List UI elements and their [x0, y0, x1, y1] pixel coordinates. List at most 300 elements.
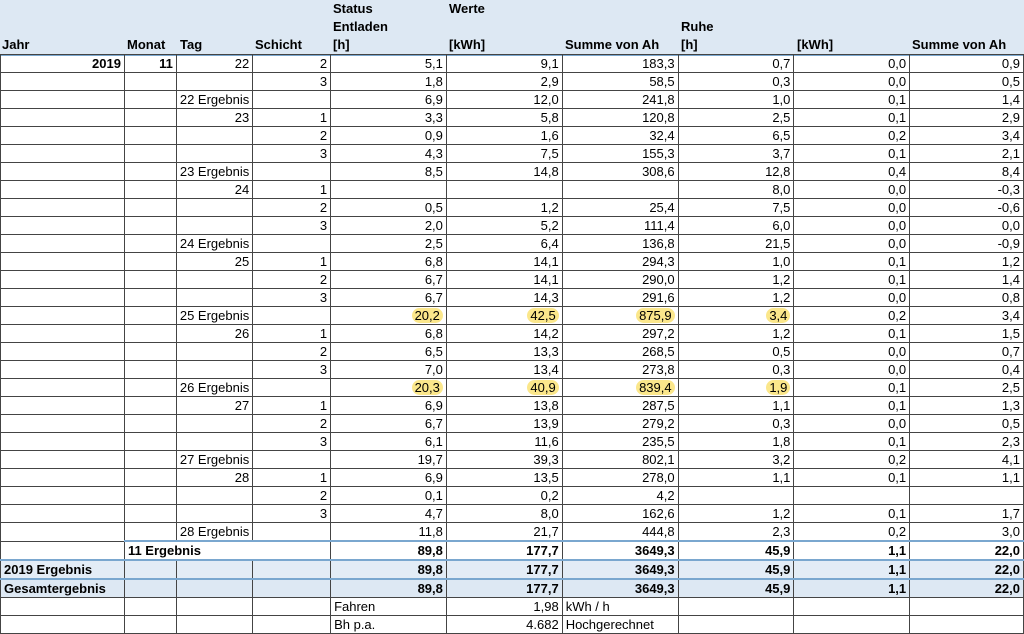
cell-schicht[interactable] — [253, 451, 331, 469]
cell-jahr[interactable] — [1, 433, 125, 451]
cell-entladen-kwh[interactable]: 14,2 — [446, 325, 562, 343]
cell-ruhe-h[interactable]: 21,5 — [678, 235, 794, 253]
cell-monat[interactable] — [124, 127, 176, 145]
cell-ruhe-ah[interactable]: 22,0 — [910, 560, 1024, 579]
cell-monat[interactable] — [124, 397, 176, 415]
cell-monat[interactable] — [124, 487, 176, 505]
cell-entladen-h[interactable]: 3,3 — [331, 109, 447, 127]
cell-ruhe-kwh[interactable]: 0,1 — [794, 379, 910, 397]
cell-ruhe-h[interactable]: 1,0 — [678, 91, 794, 109]
cell-entladen-kwh[interactable]: 177,7 — [446, 579, 562, 598]
cell-ruhe-h[interactable]: 7,5 — [678, 199, 794, 217]
cell-schicht[interactable]: 3 — [253, 433, 331, 451]
cell-entladen-kwh[interactable]: 5,8 — [446, 109, 562, 127]
cell-jahr[interactable] — [1, 271, 125, 289]
cell-empty[interactable] — [176, 616, 252, 634]
cell-entladen-ah[interactable]: 111,4 — [562, 217, 678, 235]
cell-tag[interactable] — [176, 361, 252, 379]
cell-empty[interactable] — [124, 616, 176, 634]
cell-monat[interactable] — [124, 91, 176, 109]
cell-ruhe-h[interactable]: 1,1 — [678, 469, 794, 487]
cell-jahr[interactable] — [1, 487, 125, 505]
cell-tag[interactable] — [176, 217, 252, 235]
cell-entladen-kwh[interactable]: 1,2 — [446, 199, 562, 217]
cell-monat[interactable] — [124, 217, 176, 235]
cell-ruhe-ah[interactable]: 0,5 — [910, 415, 1024, 433]
cell-entladen-h[interactable]: 6,8 — [331, 253, 447, 271]
cell-ruhe-kwh[interactable]: 0,1 — [794, 271, 910, 289]
cell-entladen-kwh[interactable]: 13,4 — [446, 361, 562, 379]
cell-entladen-ah[interactable]: 120,8 — [562, 109, 678, 127]
cell-entladen-kwh[interactable]: 14,1 — [446, 271, 562, 289]
cell-entladen-kwh[interactable] — [446, 181, 562, 199]
cell-schicht[interactable] — [253, 523, 331, 542]
cell-ruhe-ah[interactable]: 3,4 — [910, 307, 1024, 325]
cell-ruhe-ah[interactable]: -0,9 — [910, 235, 1024, 253]
cell-empty[interactable] — [176, 598, 252, 616]
cell-monat[interactable] — [124, 505, 176, 523]
footer-unit[interactable]: kWh / h — [562, 598, 678, 616]
cell-entladen-h[interactable] — [331, 181, 447, 199]
cell-entladen-kwh[interactable]: 13,5 — [446, 469, 562, 487]
footer-value[interactable]: 4.682 — [446, 616, 562, 634]
cell-ruhe-h[interactable]: 0,3 — [678, 415, 794, 433]
cell-tag[interactable] — [176, 199, 252, 217]
cell-tag[interactable]: 26 — [176, 325, 252, 343]
cell-ruhe-kwh[interactable]: 0,1 — [794, 91, 910, 109]
cell-monat[interactable] — [124, 289, 176, 307]
cell-entladen-kwh[interactable]: 5,2 — [446, 217, 562, 235]
cell-schicht[interactable]: 2 — [253, 415, 331, 433]
cell-ruhe-ah[interactable]: 2,3 — [910, 433, 1024, 451]
cell-empty[interactable] — [124, 598, 176, 616]
cell-entladen-ah[interactable]: 136,8 — [562, 235, 678, 253]
cell-entladen-h[interactable]: 8,5 — [331, 163, 447, 181]
cell-ruhe-kwh[interactable]: 0,0 — [794, 289, 910, 307]
cell-ruhe-h[interactable]: 3,2 — [678, 451, 794, 469]
cell-ruhe-h[interactable]: 0,3 — [678, 73, 794, 91]
cell-entladen-h[interactable]: 1,8 — [331, 73, 447, 91]
cell-ruhe-kwh[interactable]: 0,1 — [794, 433, 910, 451]
cell-monat[interactable] — [124, 181, 176, 199]
cell-monat[interactable] — [124, 523, 176, 542]
cell-entladen-kwh[interactable]: 6,4 — [446, 235, 562, 253]
cell-ruhe-ah[interactable]: 3,0 — [910, 523, 1024, 542]
cell-schicht[interactable]: 1 — [253, 109, 331, 127]
cell-schicht[interactable]: 1 — [253, 325, 331, 343]
cell-entladen-kwh[interactable]: 7,5 — [446, 145, 562, 163]
cell-jahr[interactable] — [1, 145, 125, 163]
cell-empty[interactable] — [124, 579, 176, 598]
cell-monat[interactable] — [124, 199, 176, 217]
cell-entladen-kwh[interactable]: 177,7 — [446, 560, 562, 579]
cell-entladen-kwh[interactable]: 39,3 — [446, 451, 562, 469]
cell-jahr[interactable] — [1, 397, 125, 415]
cell-ruhe-h[interactable]: 3,7 — [678, 145, 794, 163]
cell-monat[interactable] — [124, 253, 176, 271]
cell-empty[interactable] — [253, 598, 331, 616]
cell-empty[interactable] — [1, 616, 125, 634]
cell-ruhe-kwh[interactable]: 0,0 — [794, 55, 910, 73]
cell-ruhe-ah[interactable]: 3,4 — [910, 127, 1024, 145]
cell-entladen-ah[interactable]: 279,2 — [562, 415, 678, 433]
cell-ruhe-kwh[interactable]: 1,1 — [794, 560, 910, 579]
cell-jahr[interactable] — [1, 73, 125, 91]
cell-entladen-ah[interactable]: 155,3 — [562, 145, 678, 163]
cell-entladen-kwh[interactable]: 12,0 — [446, 91, 562, 109]
cell-entladen-ah[interactable]: 3649,3 — [562, 579, 678, 598]
cell-entladen-kwh[interactable]: 0,2 — [446, 487, 562, 505]
cell-empty[interactable] — [253, 579, 331, 598]
cell-ruhe-kwh[interactable]: 0,1 — [794, 397, 910, 415]
cell-schicht[interactable]: 2 — [253, 127, 331, 145]
cell-empty[interactable] — [253, 616, 331, 634]
cell-tag[interactable] — [176, 505, 252, 523]
cell-schicht[interactable]: 1 — [253, 469, 331, 487]
cell-entladen-kwh[interactable]: 13,8 — [446, 397, 562, 415]
cell-entladen-h[interactable]: 2,5 — [331, 235, 447, 253]
cell-tag[interactable]: 25 — [176, 253, 252, 271]
cell-monat[interactable] — [124, 433, 176, 451]
cell-ruhe-kwh[interactable]: 0,1 — [794, 325, 910, 343]
cell-entladen-h[interactable]: 6,7 — [331, 415, 447, 433]
cell-monat[interactable] — [124, 379, 176, 397]
cell-ruhe-ah[interactable]: 8,4 — [910, 163, 1024, 181]
cell-ruhe-h[interactable]: 0,5 — [678, 343, 794, 361]
cell-entladen-ah[interactable]: 444,8 — [562, 523, 678, 542]
cell-ruhe-ah[interactable]: 2,9 — [910, 109, 1024, 127]
cell-ruhe-ah[interactable]: 0,9 — [910, 55, 1024, 73]
cell-ruhe-h[interactable]: 0,7 — [678, 55, 794, 73]
cell-schicht[interactable]: 2 — [253, 343, 331, 361]
cell-schicht[interactable] — [253, 379, 331, 397]
cell-entladen-ah[interactable]: 308,6 — [562, 163, 678, 181]
cell-monat[interactable] — [124, 451, 176, 469]
cell-jahr[interactable] — [1, 181, 125, 199]
cell-ruhe-kwh[interactable]: 0,1 — [794, 469, 910, 487]
cell-monat[interactable] — [124, 73, 176, 91]
cell-schicht[interactable]: 3 — [253, 289, 331, 307]
cell-ruhe-h[interactable]: 2,3 — [678, 523, 794, 542]
cell-ruhe-ah[interactable]: 0,0 — [910, 217, 1024, 235]
cell-entladen-ah[interactable]: 32,4 — [562, 127, 678, 145]
cell-entladen-h[interactable]: 6,9 — [331, 397, 447, 415]
cell-ruhe-h[interactable]: 12,8 — [678, 163, 794, 181]
cell-monat[interactable] — [124, 469, 176, 487]
cell-entladen-ah[interactable]: 4,2 — [562, 487, 678, 505]
cell-entladen-h[interactable]: 89,8 — [331, 541, 447, 560]
cell-ruhe-kwh[interactable]: 0,2 — [794, 307, 910, 325]
cell-empty[interactable] — [910, 616, 1024, 634]
cell-schicht[interactable] — [253, 91, 331, 109]
cell-schicht[interactable]: 2 — [253, 487, 331, 505]
cell-ruhe-h[interactable]: 45,9 — [678, 541, 794, 560]
cell-entladen-h[interactable]: 6,9 — [331, 91, 447, 109]
cell-schicht[interactable] — [253, 163, 331, 181]
header-tag[interactable]: Tag — [180, 37, 203, 52]
cell-entladen-kwh[interactable]: 177,7 — [446, 541, 562, 560]
cell-tag[interactable]: 25 Ergebnis — [176, 307, 252, 325]
cell-empty[interactable] — [678, 616, 794, 634]
cell-ruhe-ah[interactable]: 1,2 — [910, 253, 1024, 271]
cell-jahr[interactable] — [1, 163, 125, 181]
cell-entladen-ah[interactable] — [562, 307, 678, 325]
cell-ruhe-h[interactable] — [678, 307, 794, 325]
cell-ruhe-ah[interactable]: 1,4 — [910, 271, 1024, 289]
cell-tag[interactable] — [176, 127, 252, 145]
cell-schicht[interactable]: 1 — [253, 253, 331, 271]
cell-entladen-ah[interactable]: 3649,3 — [562, 560, 678, 579]
footer-value[interactable]: 1,98 — [446, 598, 562, 616]
cell-entladen-h[interactable]: 0,9 — [331, 127, 447, 145]
cell-ruhe-ah[interactable]: 1,3 — [910, 397, 1024, 415]
cell-ruhe-ah[interactable]: 0,4 — [910, 361, 1024, 379]
cell-tag[interactable]: 24 — [176, 181, 252, 199]
cell-empty[interactable] — [124, 560, 176, 579]
cell-tag[interactable] — [176, 145, 252, 163]
cell-monat[interactable]: 11 — [124, 55, 176, 73]
cell-ruhe-ah[interactable]: 2,5 — [910, 379, 1024, 397]
cell-schicht[interactable]: 1 — [253, 397, 331, 415]
cell-ruhe-h[interactable]: 1,2 — [678, 325, 794, 343]
cell-jahr[interactable] — [1, 289, 125, 307]
cell-entladen-h[interactable]: 6,7 — [331, 271, 447, 289]
cell-schicht[interactable]: 2 — [253, 199, 331, 217]
cell-ruhe-kwh[interactable]: 0,0 — [794, 217, 910, 235]
cell-empty[interactable] — [794, 598, 910, 616]
cell-ruhe-kwh[interactable]: 0,0 — [794, 415, 910, 433]
cell-jahr[interactable] — [1, 379, 125, 397]
cell-entladen-kwh[interactable]: 14,3 — [446, 289, 562, 307]
cell-jahr[interactable] — [1, 217, 125, 235]
cell-tag[interactable]: 28 Ergebnis — [176, 523, 252, 542]
cell-entladen-h[interactable]: 4,3 — [331, 145, 447, 163]
cell-monat[interactable] — [124, 163, 176, 181]
footer-label[interactable]: Bh p.a. — [331, 616, 447, 634]
monat-ergebnis-label[interactable]: 11 Ergebnis — [124, 541, 330, 560]
header-jahr[interactable]: Jahr — [2, 37, 30, 52]
cell-entladen-ah[interactable]: 268,5 — [562, 343, 678, 361]
cell-ruhe-h[interactable]: 1,8 — [678, 433, 794, 451]
cell-tag[interactable]: 24 Ergebnis — [176, 235, 252, 253]
cell-empty[interactable] — [176, 560, 252, 579]
cell-schicht[interactable]: 3 — [253, 505, 331, 523]
cell-ruhe-kwh[interactable]: 0,2 — [794, 523, 910, 542]
header-status[interactable]: Status — [333, 1, 373, 16]
cell-empty[interactable] — [253, 560, 331, 579]
cell-entladen-kwh[interactable]: 14,1 — [446, 253, 562, 271]
cell-schicht[interactable]: 2 — [253, 271, 331, 289]
cell-tag[interactable]: 22 — [176, 55, 252, 73]
cell-ruhe-h[interactable]: 1,2 — [678, 289, 794, 307]
cell-entladen-ah[interactable]: 287,5 — [562, 397, 678, 415]
cell-ruhe-ah[interactable]: 0,5 — [910, 73, 1024, 91]
cell-entladen-ah[interactable]: 183,3 — [562, 55, 678, 73]
cell-entladen-h[interactable]: 6,5 — [331, 343, 447, 361]
cell-tag[interactable]: 26 Ergebnis — [176, 379, 252, 397]
cell-jahr[interactable] — [1, 109, 125, 127]
cell-ruhe-kwh[interactable]: 0,1 — [794, 109, 910, 127]
cell-ruhe-ah[interactable]: 22,0 — [910, 541, 1024, 560]
cell-jahr[interactable] — [1, 469, 125, 487]
cell-ruhe-ah[interactable] — [910, 487, 1024, 505]
cell-entladen-kwh[interactable]: 9,1 — [446, 55, 562, 73]
cell-entladen-ah[interactable]: 58,5 — [562, 73, 678, 91]
cell-entladen-h[interactable]: 89,8 — [331, 560, 447, 579]
cell-entladen-h[interactable]: 6,1 — [331, 433, 447, 451]
cell-entladen-kwh[interactable]: 21,7 — [446, 523, 562, 542]
cell-ruhe-h[interactable]: 45,9 — [678, 560, 794, 579]
cell-schicht[interactable]: 1 — [253, 181, 331, 199]
cell-ruhe-h[interactable] — [678, 379, 794, 397]
cell-entladen-ah[interactable]: 297,2 — [562, 325, 678, 343]
cell-monat[interactable] — [124, 343, 176, 361]
cell-entladen-ah[interactable]: 3649,3 — [562, 541, 678, 560]
cell-entladen-ah[interactable]: 162,6 — [562, 505, 678, 523]
cell-entladen-ah[interactable]: 241,8 — [562, 91, 678, 109]
cell-jahr[interactable] — [1, 91, 125, 109]
cell-entladen-h[interactable]: 89,8 — [331, 579, 447, 598]
cell-tag[interactable]: 23 Ergebnis — [176, 163, 252, 181]
cell-monat[interactable] — [124, 145, 176, 163]
cell-ruhe-kwh[interactable]: 0,2 — [794, 127, 910, 145]
cell-entladen-kwh[interactable]: 1,6 — [446, 127, 562, 145]
cell-jahr[interactable] — [1, 451, 125, 469]
cell-jahr[interactable] — [1, 199, 125, 217]
cell-jahr[interactable] — [1, 505, 125, 523]
cell-entladen-kwh[interactable]: 13,9 — [446, 415, 562, 433]
cell-ruhe-kwh[interactable]: 0,0 — [794, 343, 910, 361]
cell-jahr[interactable] — [1, 325, 125, 343]
cell-ruhe-kwh[interactable]: 1,1 — [794, 579, 910, 598]
cell-tag[interactable]: 28 — [176, 469, 252, 487]
cell-monat[interactable] — [124, 325, 176, 343]
cell-entladen-h[interactable]: 6,9 — [331, 469, 447, 487]
cell-entladen-h[interactable]: 5,1 — [331, 55, 447, 73]
cell-ruhe-kwh[interactable]: 0,4 — [794, 163, 910, 181]
cell-monat[interactable] — [124, 235, 176, 253]
cell-jahr[interactable] — [1, 127, 125, 145]
cell-entladen-h[interactable] — [331, 379, 447, 397]
cell-entladen-ah[interactable]: 278,0 — [562, 469, 678, 487]
cell-schicht[interactable]: 2 — [253, 55, 331, 73]
cell-ruhe-kwh[interactable]: 0,1 — [794, 145, 910, 163]
cell-jahr[interactable] — [1, 343, 125, 361]
cell-schicht[interactable] — [253, 235, 331, 253]
cell-entladen-h[interactable] — [331, 307, 447, 325]
cell-ruhe-ah[interactable]: 1,7 — [910, 505, 1024, 523]
cell-ruhe-kwh[interactable]: 0,0 — [794, 361, 910, 379]
cell-ruhe-kwh[interactable]: 1,1 — [794, 541, 910, 560]
cell-ruhe-h[interactable]: 1,1 — [678, 397, 794, 415]
cell-tag[interactable]: 23 — [176, 109, 252, 127]
cell-ruhe-h[interactable]: 45,9 — [678, 579, 794, 598]
cell-ruhe-h[interactable]: 6,0 — [678, 217, 794, 235]
cell-ruhe-kwh[interactable]: 0,1 — [794, 505, 910, 523]
cell-ruhe-kwh[interactable] — [794, 487, 910, 505]
cell-ruhe-h[interactable]: 6,5 — [678, 127, 794, 145]
cell-entladen-h[interactable]: 0,5 — [331, 199, 447, 217]
cell-ruhe-kwh[interactable]: 0,0 — [794, 199, 910, 217]
cell-entladen-ah[interactable]: 273,8 — [562, 361, 678, 379]
cell-ruhe-ah[interactable]: -0,3 — [910, 181, 1024, 199]
cell-schicht[interactable]: 3 — [253, 145, 331, 163]
cell-entladen-h[interactable]: 6,7 — [331, 289, 447, 307]
cell-monat[interactable] — [124, 307, 176, 325]
cell-jahr[interactable] — [1, 235, 125, 253]
cell-entladen-kwh[interactable]: 2,9 — [446, 73, 562, 91]
cell-tag[interactable] — [176, 271, 252, 289]
gesamtergebnis-row-label[interactable]: Gesamtergebnis — [1, 579, 125, 598]
cell-jahr[interactable] — [1, 541, 125, 560]
cell-entladen-h[interactable]: 11,8 — [331, 523, 447, 542]
cell-tag[interactable] — [176, 289, 252, 307]
cell-tag[interactable] — [176, 343, 252, 361]
footer-label[interactable]: Fahren — [331, 598, 447, 616]
cell-jahr[interactable]: 2019 — [1, 55, 125, 73]
cell-ruhe-ah[interactable]: 0,8 — [910, 289, 1024, 307]
cell-jahr[interactable] — [1, 307, 125, 325]
cell-ruhe-h[interactable]: 1,2 — [678, 505, 794, 523]
cell-ruhe-h[interactable]: 1,2 — [678, 271, 794, 289]
cell-empty[interactable] — [794, 616, 910, 634]
cell-entladen-h[interactable]: 7,0 — [331, 361, 447, 379]
cell-ruhe-ah[interactable]: 1,1 — [910, 469, 1024, 487]
jahr-ergebnis-row-label[interactable]: 2019 Ergebnis — [1, 560, 125, 579]
cell-entladen-ah[interactable]: 291,6 — [562, 289, 678, 307]
cell-entladen-ah[interactable]: 25,4 — [562, 199, 678, 217]
cell-empty[interactable] — [678, 598, 794, 616]
cell-entladen-ah[interactable] — [562, 379, 678, 397]
cell-schicht[interactable]: 3 — [253, 73, 331, 91]
cell-entladen-h[interactable]: 19,7 — [331, 451, 447, 469]
header-werte[interactable]: Werte — [449, 1, 485, 16]
cell-entladen-h[interactable]: 0,1 — [331, 487, 447, 505]
cell-entladen-ah[interactable] — [562, 181, 678, 199]
cell-tag[interactable] — [176, 415, 252, 433]
cell-ruhe-ah[interactable]: 0,7 — [910, 343, 1024, 361]
cell-ruhe-h[interactable]: 8,0 — [678, 181, 794, 199]
cell-entladen-h[interactable]: 4,7 — [331, 505, 447, 523]
cell-ruhe-h[interactable]: 1,0 — [678, 253, 794, 271]
cell-ruhe-kwh[interactable]: 0,0 — [794, 181, 910, 199]
cell-jahr[interactable] — [1, 253, 125, 271]
cell-empty[interactable] — [176, 579, 252, 598]
cell-entladen-ah[interactable]: 235,5 — [562, 433, 678, 451]
footer-unit[interactable]: Hochgerechnet — [562, 616, 678, 634]
cell-ruhe-h[interactable] — [678, 487, 794, 505]
cell-monat[interactable] — [124, 361, 176, 379]
cell-empty[interactable] — [910, 598, 1024, 616]
cell-schicht[interactable]: 3 — [253, 217, 331, 235]
cell-ruhe-kwh[interactable]: 0,2 — [794, 451, 910, 469]
header-schicht[interactable]: Schicht — [255, 37, 302, 52]
cell-entladen-ah[interactable]: 294,3 — [562, 253, 678, 271]
cell-entladen-kwh[interactable] — [446, 307, 562, 325]
cell-empty[interactable] — [1, 598, 125, 616]
cell-entladen-h[interactable]: 2,0 — [331, 217, 447, 235]
cell-ruhe-ah[interactable]: 1,5 — [910, 325, 1024, 343]
cell-entladen-kwh[interactable]: 11,6 — [446, 433, 562, 451]
cell-entladen-ah[interactable]: 802,1 — [562, 451, 678, 469]
cell-schicht[interactable] — [253, 307, 331, 325]
cell-ruhe-ah[interactable]: 2,1 — [910, 145, 1024, 163]
cell-ruhe-ah[interactable]: 1,4 — [910, 91, 1024, 109]
cell-ruhe-h[interactable]: 2,5 — [678, 109, 794, 127]
cell-monat[interactable] — [124, 109, 176, 127]
cell-tag[interactable] — [176, 73, 252, 91]
cell-entladen-kwh[interactable]: 13,3 — [446, 343, 562, 361]
